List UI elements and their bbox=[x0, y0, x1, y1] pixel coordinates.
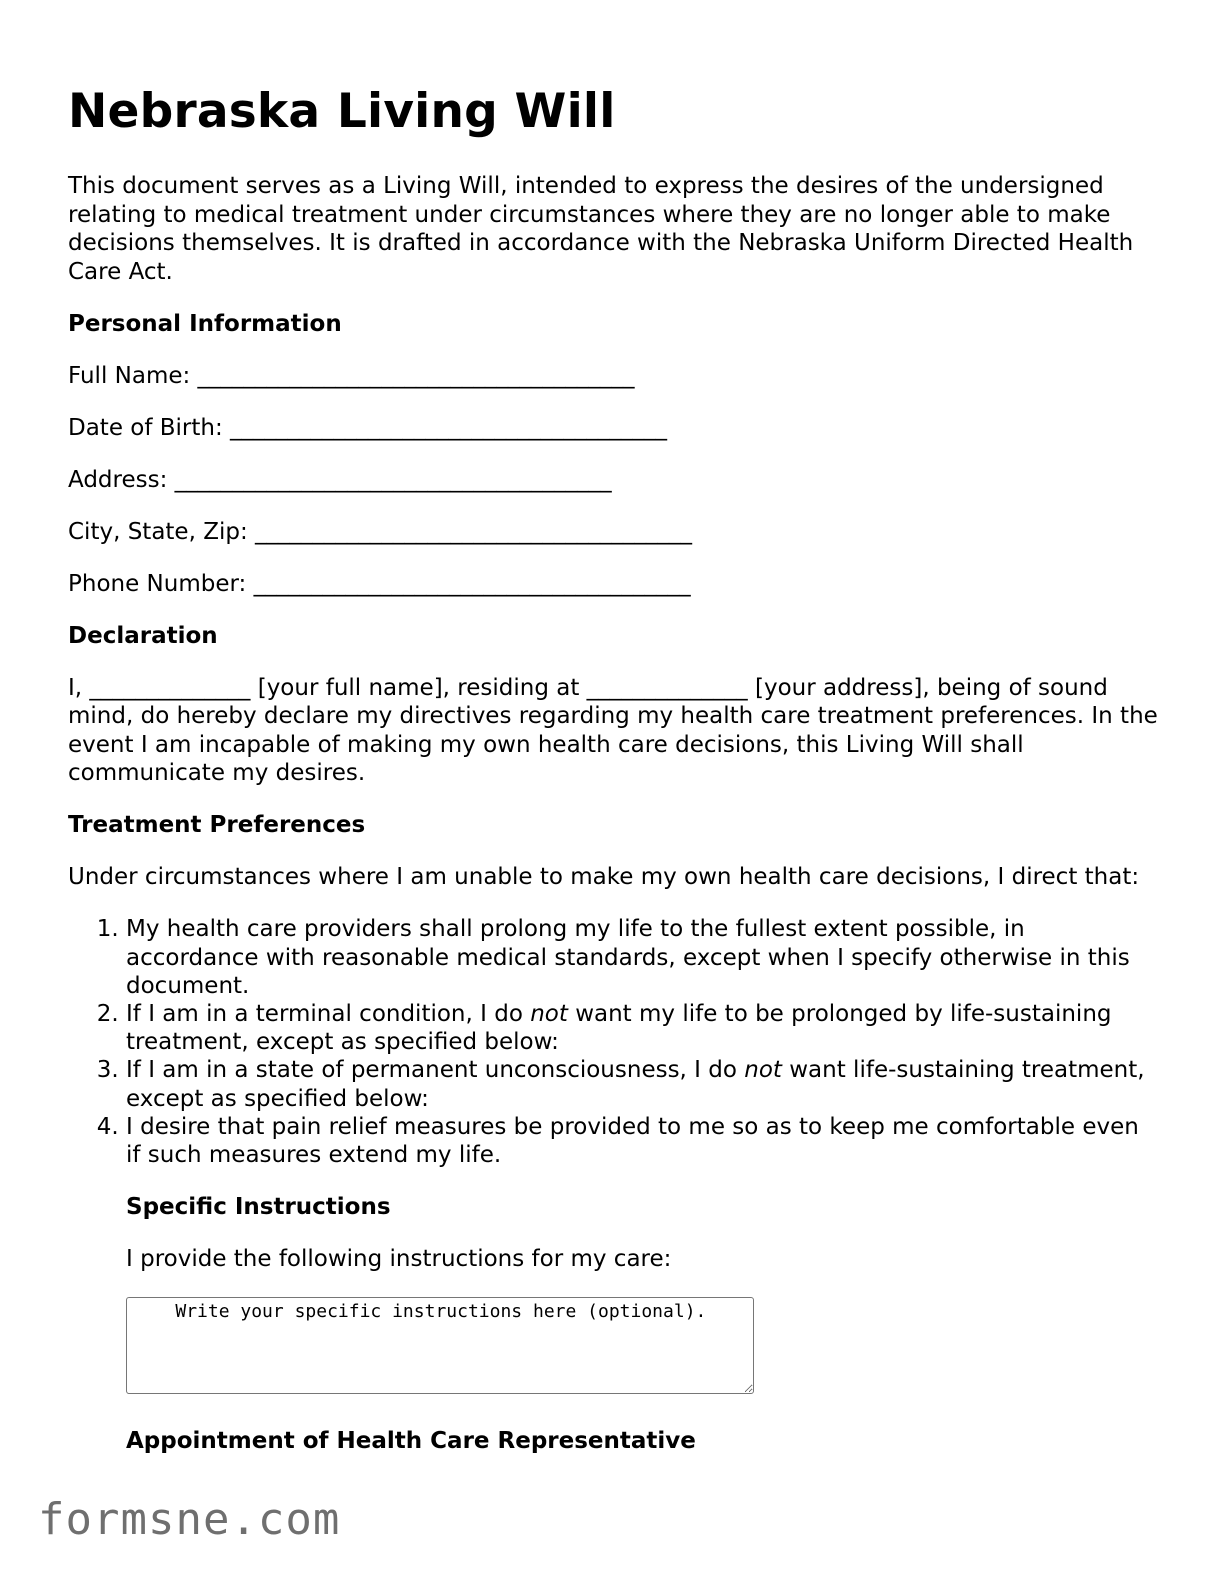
declaration-heading: Declaration bbox=[68, 622, 218, 649]
phone-number-field: Phone Number: ______________________________________ bbox=[68, 570, 691, 597]
list-item-text-before: If I am in a terminal condition, I do bbox=[126, 1001, 531, 1027]
list-item-emphasis: not bbox=[744, 1057, 782, 1084]
watermark: formsne.com bbox=[38, 1494, 341, 1545]
representative-heading: Appointment of Health Care Representative bbox=[126, 1427, 696, 1454]
specific-instructions-lead: I provide the following instructions for my care: bbox=[126, 1245, 672, 1272]
personal-info-heading: Personal Information bbox=[68, 310, 342, 337]
list-item bbox=[126, 915, 1158, 1000]
treatment-list bbox=[68, 915, 1158, 1169]
address-field: Address: ______________________________________ bbox=[68, 466, 612, 493]
list-item-text-before: If I am in a state of permanent unconsciousness, I do bbox=[126, 1057, 745, 1084]
full-name-field: Full Name: ______________________________________ bbox=[68, 362, 635, 389]
list-item bbox=[126, 1000, 1158, 1056]
declaration-paragraph: I, ______________ [your full name], residing at ______________ [your address], being of sound mind, do hereby declare my directives regarding my health care treatment preferences. In the event I am incapable of making my own health care decisions, this Living Will shall communicate my desires. bbox=[68, 674, 1158, 787]
specific-instructions-heading: Specific Instructions bbox=[126, 1193, 391, 1220]
document-page bbox=[68, 84, 1158, 1479]
list-item-text: My health care providers shall prolong my life to the fullest extent possible, in accordance with reasonable medical standards, except when I specify otherwise in this document. bbox=[126, 916, 1130, 999]
list-item-text: I desire that pain relief measures be provided to me so as to keep me comfortable even if such measures extend my life. bbox=[126, 1113, 1139, 1169]
treatment-preferences-heading: Treatment Preferences bbox=[68, 812, 366, 839]
specific-instructions-textarea[interactable] bbox=[126, 1297, 754, 1394]
list-item bbox=[126, 1113, 1158, 1169]
treatment-lead: Under circumstances where I am unable to make my own health care decisions, I direct that: bbox=[68, 864, 1140, 891]
list-item-text-after: want life-sustaining treatment, except as specified below: bbox=[126, 1057, 1145, 1112]
date-of-birth-field: Date of Birth: ______________________________________ bbox=[68, 414, 668, 441]
city-state-zip-field: City, State, Zip: ______________________________________ bbox=[68, 518, 693, 545]
page-title: Nebraska Living Will bbox=[68, 84, 616, 139]
list-item-text-after: want my life to be prolonged by life-sustaining treatment, except as specified below: bbox=[126, 1001, 1112, 1056]
intro-paragraph: This document serves as a Living Will, intended to express the desires of the undersigned relating to medical treatment under circumstances where they are no longer able to make decisions themselves. It is drafted in accordance with the Nebraska Uniform Directed Health Care Act. bbox=[68, 173, 1134, 285]
list-item-emphasis: not bbox=[530, 1001, 568, 1027]
list-item bbox=[126, 1056, 1158, 1112]
